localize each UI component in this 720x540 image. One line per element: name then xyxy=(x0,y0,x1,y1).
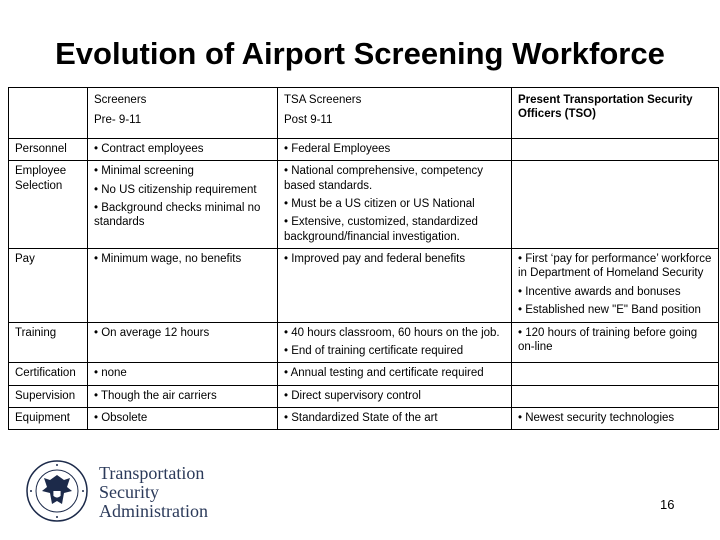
bullet-item: • Contract employees xyxy=(94,142,204,155)
table-cell-post xyxy=(278,363,512,385)
row-label: Employee Selection xyxy=(9,161,88,249)
row-label: Supervision xyxy=(9,385,88,407)
table-row xyxy=(9,385,719,407)
header-line: Pre- 9-11 xyxy=(94,114,142,127)
table-cell-pre xyxy=(88,408,278,430)
table-cell-pre xyxy=(88,161,278,249)
table-cell-pre xyxy=(88,138,278,160)
table-cell-present xyxy=(512,385,719,407)
bullet-item: • Extensive, customized, standardized background/financial investigation. xyxy=(284,216,478,243)
bullet-item: • Obsolete xyxy=(94,412,148,424)
table-row xyxy=(9,161,719,249)
header-cell-empty xyxy=(9,88,88,139)
header-line: Post 9-11 xyxy=(284,114,333,127)
dhs-seal-icon xyxy=(26,460,88,522)
table-cell-pre xyxy=(88,249,278,323)
header-line: TSA Screeners xyxy=(284,94,362,106)
table-row xyxy=(9,138,719,160)
comparison-table xyxy=(8,87,719,430)
page-number: 16 xyxy=(660,497,675,512)
slide-title: Evolution of Airport Screening Workforce xyxy=(55,36,665,71)
bullet-item: • First ‘pay for performance’ workforce in Department of Homeland Security xyxy=(518,253,712,280)
table-cell-post xyxy=(278,138,512,160)
bullet-item: • 120 hours of training before going on-line xyxy=(518,326,698,353)
row-label: Pay xyxy=(9,249,88,323)
table-cell-post xyxy=(278,408,512,430)
table-cell-pre xyxy=(88,385,278,407)
bullet-item: • Annual testing and certificate required xyxy=(284,367,484,380)
header-line: Present Transportation Security Officers (TSO) xyxy=(518,94,693,121)
bullet-item: • Newest security technologies xyxy=(518,412,675,424)
table-cell-post xyxy=(278,385,512,407)
table-cell-present xyxy=(512,408,719,430)
bullet-item: • Incentive awards and bonuses xyxy=(518,285,681,298)
table-row xyxy=(9,322,719,363)
bullet-item: • National comprehensive, competency based standards. xyxy=(284,165,483,192)
table-cell-post xyxy=(278,161,512,249)
header-cell-post-911 xyxy=(278,88,512,139)
bullet-item: • none xyxy=(94,367,127,380)
table-row xyxy=(9,249,719,323)
table-cell-present xyxy=(512,249,719,323)
bullet-item: • On average 12 hours xyxy=(94,326,210,339)
row-label: Training xyxy=(9,322,88,363)
row-label: Equipment xyxy=(9,408,88,430)
bullet-item: • End of training certificate required xyxy=(284,344,464,357)
row-label: Certification xyxy=(9,363,88,385)
agency-name-line: Transportation xyxy=(99,463,205,483)
header-cell-pre-911 xyxy=(88,88,278,139)
tsa-logo xyxy=(26,458,232,524)
agency-name-line: Security xyxy=(99,482,159,502)
table-cell-pre xyxy=(88,322,278,363)
bullet-item: • 40 hours classroom, 60 hours on the job. xyxy=(284,326,500,339)
bullet-item: • Must be a US citizen or US National xyxy=(284,197,475,210)
bullet-item: • Established new "E" Band position xyxy=(518,304,701,317)
table-cell-post xyxy=(278,249,512,323)
bullet-item: • Federal Employees xyxy=(284,142,391,155)
bullet-item: • Background checks minimal no standards xyxy=(94,201,261,229)
bullet-item: • Though the air carriers xyxy=(94,389,217,402)
table-cell-present xyxy=(512,363,719,385)
table-cell-pre xyxy=(88,363,278,385)
agency-name-line: Administration xyxy=(99,501,208,521)
table-header-row xyxy=(9,88,719,139)
bullet-item: • Minimal screening xyxy=(94,165,194,178)
bullet-item: • Improved pay and federal benefits xyxy=(284,253,466,265)
table-cell-present xyxy=(512,138,719,160)
bullet-item: • Standardized State of the art xyxy=(284,412,438,424)
header-line: Screeners xyxy=(94,94,147,106)
table-row xyxy=(9,363,719,385)
table-cell-present xyxy=(512,322,719,363)
header-cell-present-tso xyxy=(512,88,719,139)
table-cell-post xyxy=(278,322,512,363)
row-label: Personnel xyxy=(9,138,88,160)
agency-name xyxy=(99,464,208,521)
table-row xyxy=(9,408,719,430)
bullet-item: • No US citizenship requirement xyxy=(94,183,257,196)
bullet-item: • Direct supervisory control xyxy=(284,389,421,402)
table-cell-present xyxy=(512,161,719,249)
bullet-item: • Minimum wage, no benefits xyxy=(94,253,242,265)
